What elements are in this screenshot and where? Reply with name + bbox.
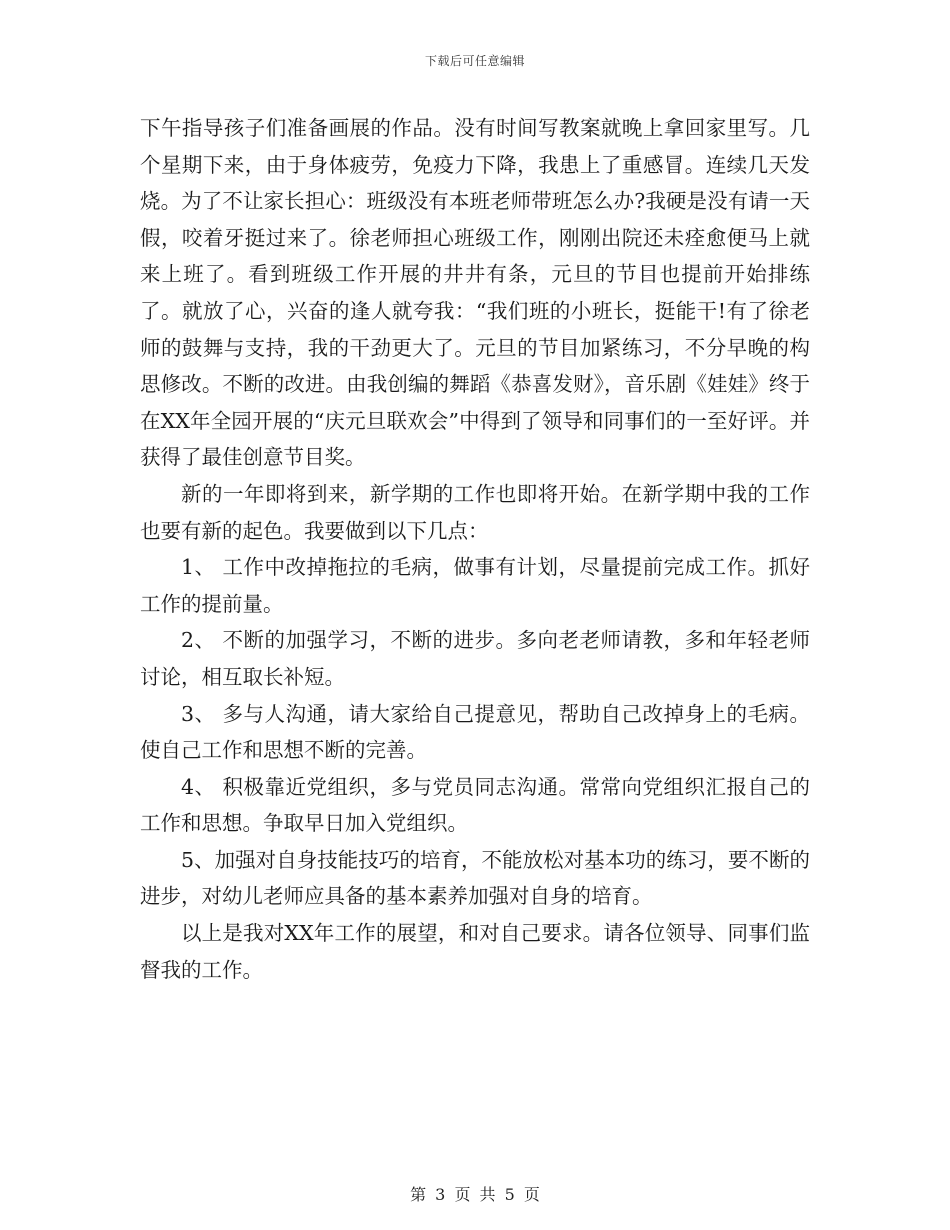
list-item-2: 2、 不断的加强学习，不断的进步。多向老老师请教，多和年轻老师讨论，相互取长补短。 <box>140 628 810 689</box>
paragraph-2: 新的一年即将到来，新学期的工作也即将开始。在新学期中我的工作也要有新的起色。我要做到以下几点： <box>140 481 810 543</box>
closing-paragraph: 以上是我对XX年工作的展望，和对自己要求。请各位领导、同事们监督我的工作。 <box>140 921 810 982</box>
list-item-5: 5、加强对自身技能技巧的培育，不能放松对基本功的练习，要不断的进步，对幼儿老师应具备的基本素养加强对自身的培育。 <box>140 847 810 909</box>
paragraph-1: 下午指导孩子们准备画展的作品。没有时间写教案就晚上拿回家里写。几个星期下来，由于身体疲劳，免疫力下降，我患上了重感冒。连续几天发烧。为了不让家长担心：班级没有本班老师带班怎么办?我硬是没有请一天假，咬着牙挺过来了。徐老师担心班级工作，刚刚出院还未痊愈便马上就来上班了。看到班级工作开展的井井有条，元旦的节目也提前开始排练了。就放了心，兴奋的逢人就夸我：“我们班的小班长，挺能干!有了徐老师的鼓舞与支持，我的干劲更大了。元旦的节目加紧练习，不分早晚的构思修改。不断的改进。由我创编的舞蹈《恭喜发财》，音乐剧《娃娃》终于在XX年全园开展的“庆元旦联欢会”中得到了领导和同事们的一至好评。并获得了最佳创意节目奖。 <box>140 116 810 470</box>
page-number-footer: 第 3 页 共 5 页 <box>410 1185 540 1204</box>
document-body <box>140 110 810 988</box>
page-header: 下载后可任意编辑 <box>424 54 525 68</box>
list-item-4: 4、 积极靠近党组织，多与党员同志沟通。常常向党组织汇报自己的工作和思想。争取早日加入党组织。 <box>140 774 810 836</box>
list-item-1: 1、 工作中改掉拖拉的毛病，做事有计划，尽量提前完成工作。抓好工作的提前量。 <box>140 555 810 616</box>
list-item-3: 3、 多与人沟通，请大家给自己提意见，帮助自己改掉身上的毛病。使自己工作和思想不断的完善。 <box>140 701 810 763</box>
